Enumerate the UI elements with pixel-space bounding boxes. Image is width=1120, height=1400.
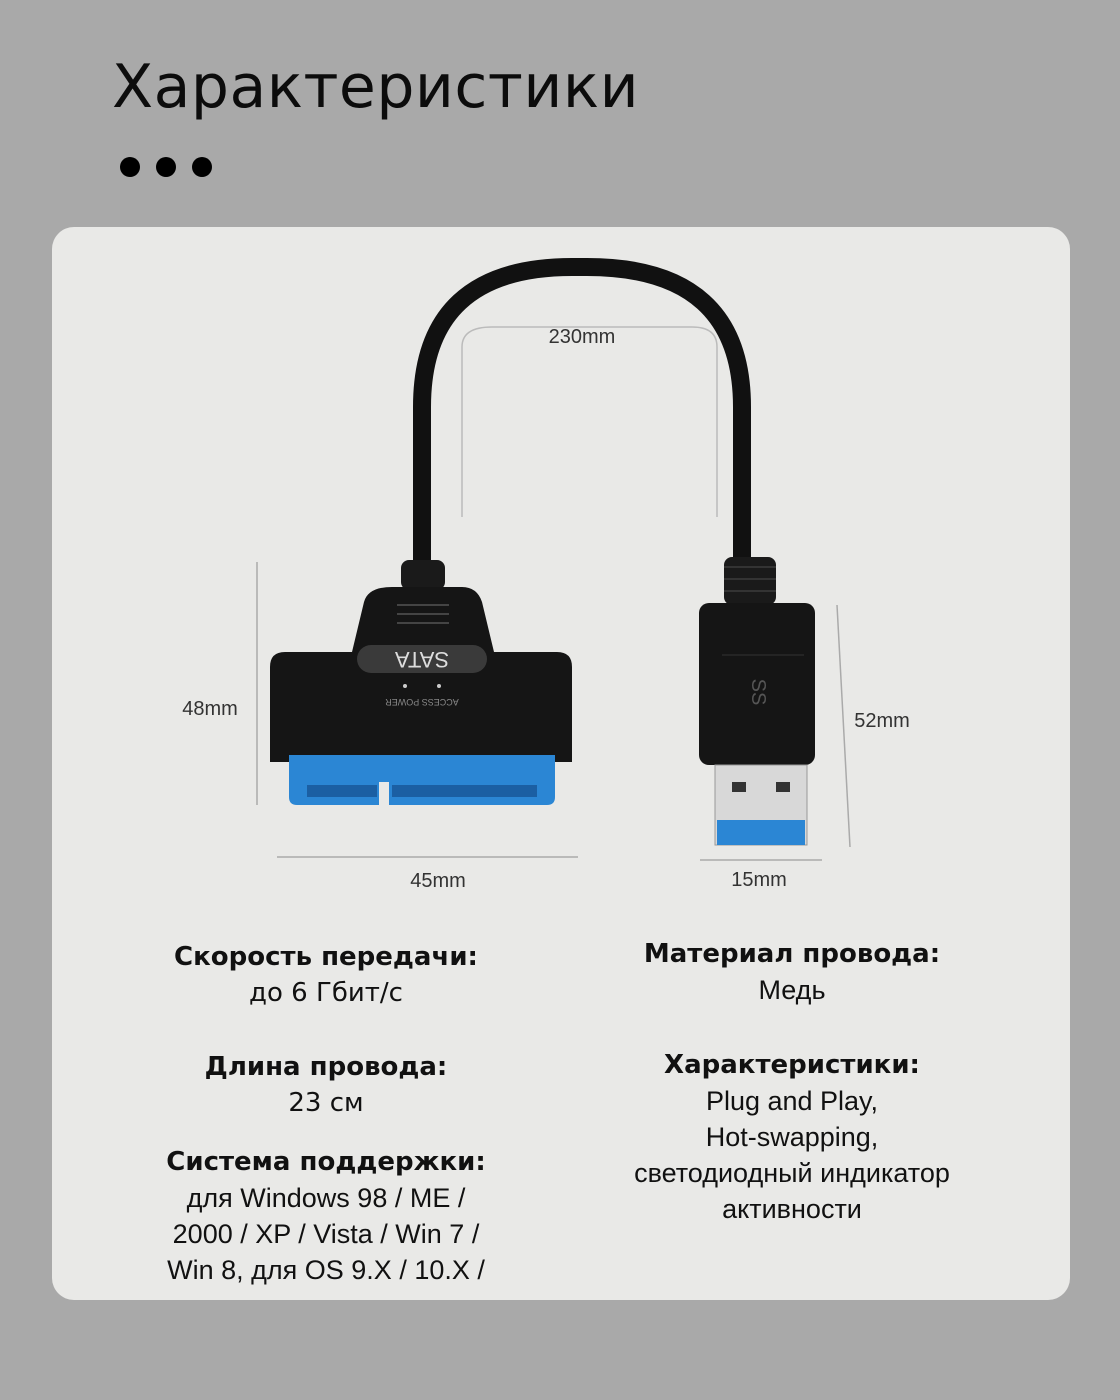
spec-features-line: Hot-swapping, [705, 1122, 879, 1152]
spec-systems-heading: Система поддержки: [166, 1147, 486, 1177]
usb-cable [422, 267, 742, 572]
spec-length [116, 1049, 536, 1121]
usb-logo: SS [747, 678, 769, 706]
spec-features-line: активности [722, 1194, 862, 1224]
cable-length-label: 230mm [548, 326, 616, 348]
spec-speed-value: до 6 Гбит/с [249, 978, 403, 1008]
sata-strain-relief [401, 560, 445, 590]
spec-material [572, 936, 1012, 1008]
usb-strain-relief [724, 557, 776, 605]
product-card [52, 227, 1070, 1300]
page-title: Характеристики [112, 52, 640, 122]
spec-length-heading: Длина провода: [204, 1052, 448, 1082]
spec-features-heading: Характеристики: [664, 1050, 920, 1080]
spec-systems-line: для Windows 98 / ME / [186, 1183, 466, 1213]
usb-height-label: 52mm [854, 710, 910, 732]
spec-speed [116, 939, 536, 1011]
led-indicator [403, 684, 407, 688]
dot [192, 157, 212, 177]
usb-width-label: 15mm [731, 869, 787, 891]
usb-blue-insert [717, 820, 805, 845]
dot [120, 157, 140, 177]
spec-features [572, 1047, 1012, 1227]
spec-systems [116, 1144, 536, 1288]
spec-systems-line: 2000 / XP / Vista / Win 7 / [172, 1219, 480, 1249]
spec-speed-heading: Скорость передачи: [174, 942, 478, 972]
spec-material-value: Медь [758, 975, 826, 1005]
led-indicator [437, 684, 441, 688]
product-diagram [52, 227, 1070, 927]
spec-features-line: светодиодный индикатор [634, 1158, 950, 1188]
led-label: ACCESS POWER [385, 697, 459, 707]
sata-height-label: 48mm [182, 698, 238, 720]
dot [156, 157, 176, 177]
cable-length-guide [462, 327, 717, 517]
spec-features-line: Plug and Play, [705, 1086, 879, 1116]
decorative-dots [120, 157, 212, 177]
sata-width-label: 45mm [410, 870, 466, 892]
spec-systems-line: Win 8, для OS 9.X / 10.X / [167, 1255, 485, 1285]
sata-connector [289, 755, 555, 805]
sata-label: SATA [394, 647, 450, 672]
usb-height-guide [837, 605, 850, 847]
spec-material-heading: Материал провода: [643, 939, 941, 969]
spec-length-value: 23 см [288, 1088, 364, 1118]
